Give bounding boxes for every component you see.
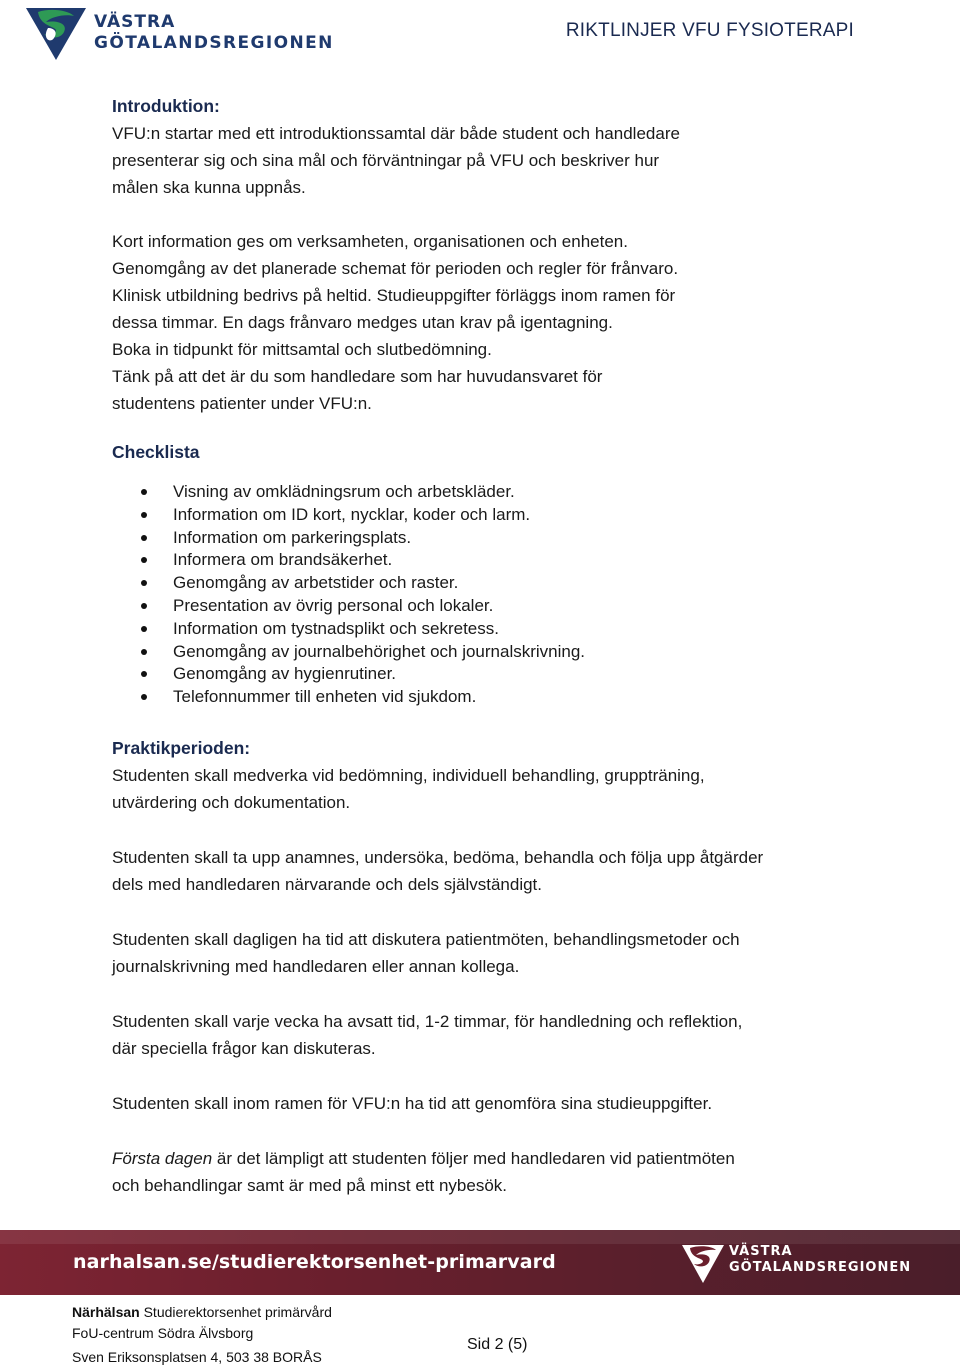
banner-logo-line1: VÄSTRA [729, 1244, 793, 1259]
first-day-emphasis: Första dagen [112, 1148, 213, 1168]
praktik-line: där speciella frågor kan diskuteras. [112, 1038, 376, 1058]
intro-line: Genomgång av det planerade schemat för perioden och regler för frånvaro. [112, 259, 679, 278]
vgr-swirl-icon [680, 1241, 726, 1285]
intro-line: VFU:n startar med ett introduktionssamtal där både student och handledare [112, 124, 680, 143]
praktik-line: Studenten skall varje vecka ha avsatt tid, 1-2 timmar, för handledning och reflektion, [112, 1011, 743, 1031]
footer-org-rest: Studierektorsenhet primärvård [139, 1304, 332, 1320]
banner-logo-line2: GÖTALANDSREGIONEN [729, 1260, 912, 1275]
vgr-swirl-icon [24, 4, 88, 62]
checklist [112, 481, 852, 709]
list-item: Telefonnummer till enheten vid sjukdom. [111, 686, 852, 709]
document-title: RIKTLINJER VFU FYSIOTERAPI [565, 20, 854, 41]
document-body [112, 93, 852, 1199]
footer-line: Sven Eriksonsplatsen 4, 503 38 BORÅS [72, 1349, 322, 1365]
praktik-line: Studenten skall inom ramen för VFU:n ha tid att genomföra sina studieuppgifter. [112, 1093, 713, 1113]
banner-url-link[interactable]: narhalsan.se/studierektorsenhet-primarvard [73, 1251, 556, 1273]
page-number: Sid 2 (5) [467, 1336, 528, 1353]
praktik-line: Studenten skall medverka vid bedömning, individuell behandling, gruppträning, [112, 765, 705, 785]
intro-line: Boka in tidpunkt för mittsamtal och slutbedömning. [112, 340, 492, 359]
logo-line2: GÖTALANDSREGIONEN [94, 33, 334, 53]
logo-wordmark [94, 12, 334, 54]
footer-address [72, 1302, 332, 1368]
praktik-line: journalskrivning med handledaren eller annan kollega. [112, 956, 520, 976]
footer-org-bold: Närhälsan [72, 1304, 140, 1320]
intro-heading: Introduktion: [112, 96, 220, 116]
intro-line: dessa timmar. En dags frånvaro medges utan krav på igentagning. [112, 313, 613, 332]
list-item: Information om tystnadsplikt och sekretess. [111, 618, 852, 641]
list-item: Genomgång av journalbehörighet och journalskrivning. [111, 641, 852, 664]
intro-line: Klinisk utbildning bedrivs på heltid. Studieuppgifter förläggs inom ramen för [112, 286, 676, 305]
vgr-logo [24, 4, 334, 64]
footer-banner [0, 1230, 960, 1295]
logo-line1: VÄSTRA [94, 12, 176, 32]
praktik-line [112, 1145, 852, 1172]
praktik-line: dels med handledaren närvarande och dels självständigt. [112, 874, 542, 894]
banner-logo-wordmark [729, 1244, 911, 1276]
praktik-line: Studenten skall ta upp anamnes, undersöka, bedöma, behandla och följa upp åtgärder [112, 847, 764, 867]
footer-org [72, 1302, 332, 1323]
intro-line: studentens patienter under VFU:n. [112, 394, 372, 413]
intro-line: Kort information ges om verksamheten, organisationen och enheten. [112, 232, 628, 251]
praktik-text: är det lämpligt att studenten följer med handledaren vid patientmöten [212, 1148, 735, 1168]
list-item: Presentation av övrig personal och lokaler. [111, 595, 852, 618]
praktik-heading: Praktikperioden: [112, 737, 251, 758]
praktik-line: utvärdering och dokumentation. [112, 792, 351, 812]
intro-line: presenterar sig och sina mål och förväntningar på VFU och beskriver hur [112, 151, 660, 170]
list-item: Information om parkeringsplats. [111, 527, 852, 550]
intro-line: målen ska kunna uppnås. [112, 178, 306, 197]
list-item: Genomgång av hygienrutiner. [111, 663, 852, 686]
list-item: Information om ID kort, nycklar, koder och larm. [111, 504, 852, 527]
banner-vgr-logo [680, 1239, 920, 1287]
footer-line: FoU-centrum Södra Älvsborg [72, 1325, 254, 1341]
praktik-line: och behandlingar samt är med på minst ett nybesök. [112, 1175, 507, 1195]
checklist-heading: Checklista [112, 442, 200, 462]
list-item: Visning av omklädningsrum och arbetskläder. [111, 481, 852, 504]
list-item: Informera om brandsäkerhet. [111, 549, 852, 572]
praktik-line: Studenten skall dagligen ha tid att diskutera patientmöten, behandlingsmetoder och [112, 929, 740, 949]
list-item: Genomgång av arbetstider och raster. [111, 572, 852, 595]
intro-line: Tänk på att det är du som handledare som har huvudansvaret för [112, 367, 603, 386]
